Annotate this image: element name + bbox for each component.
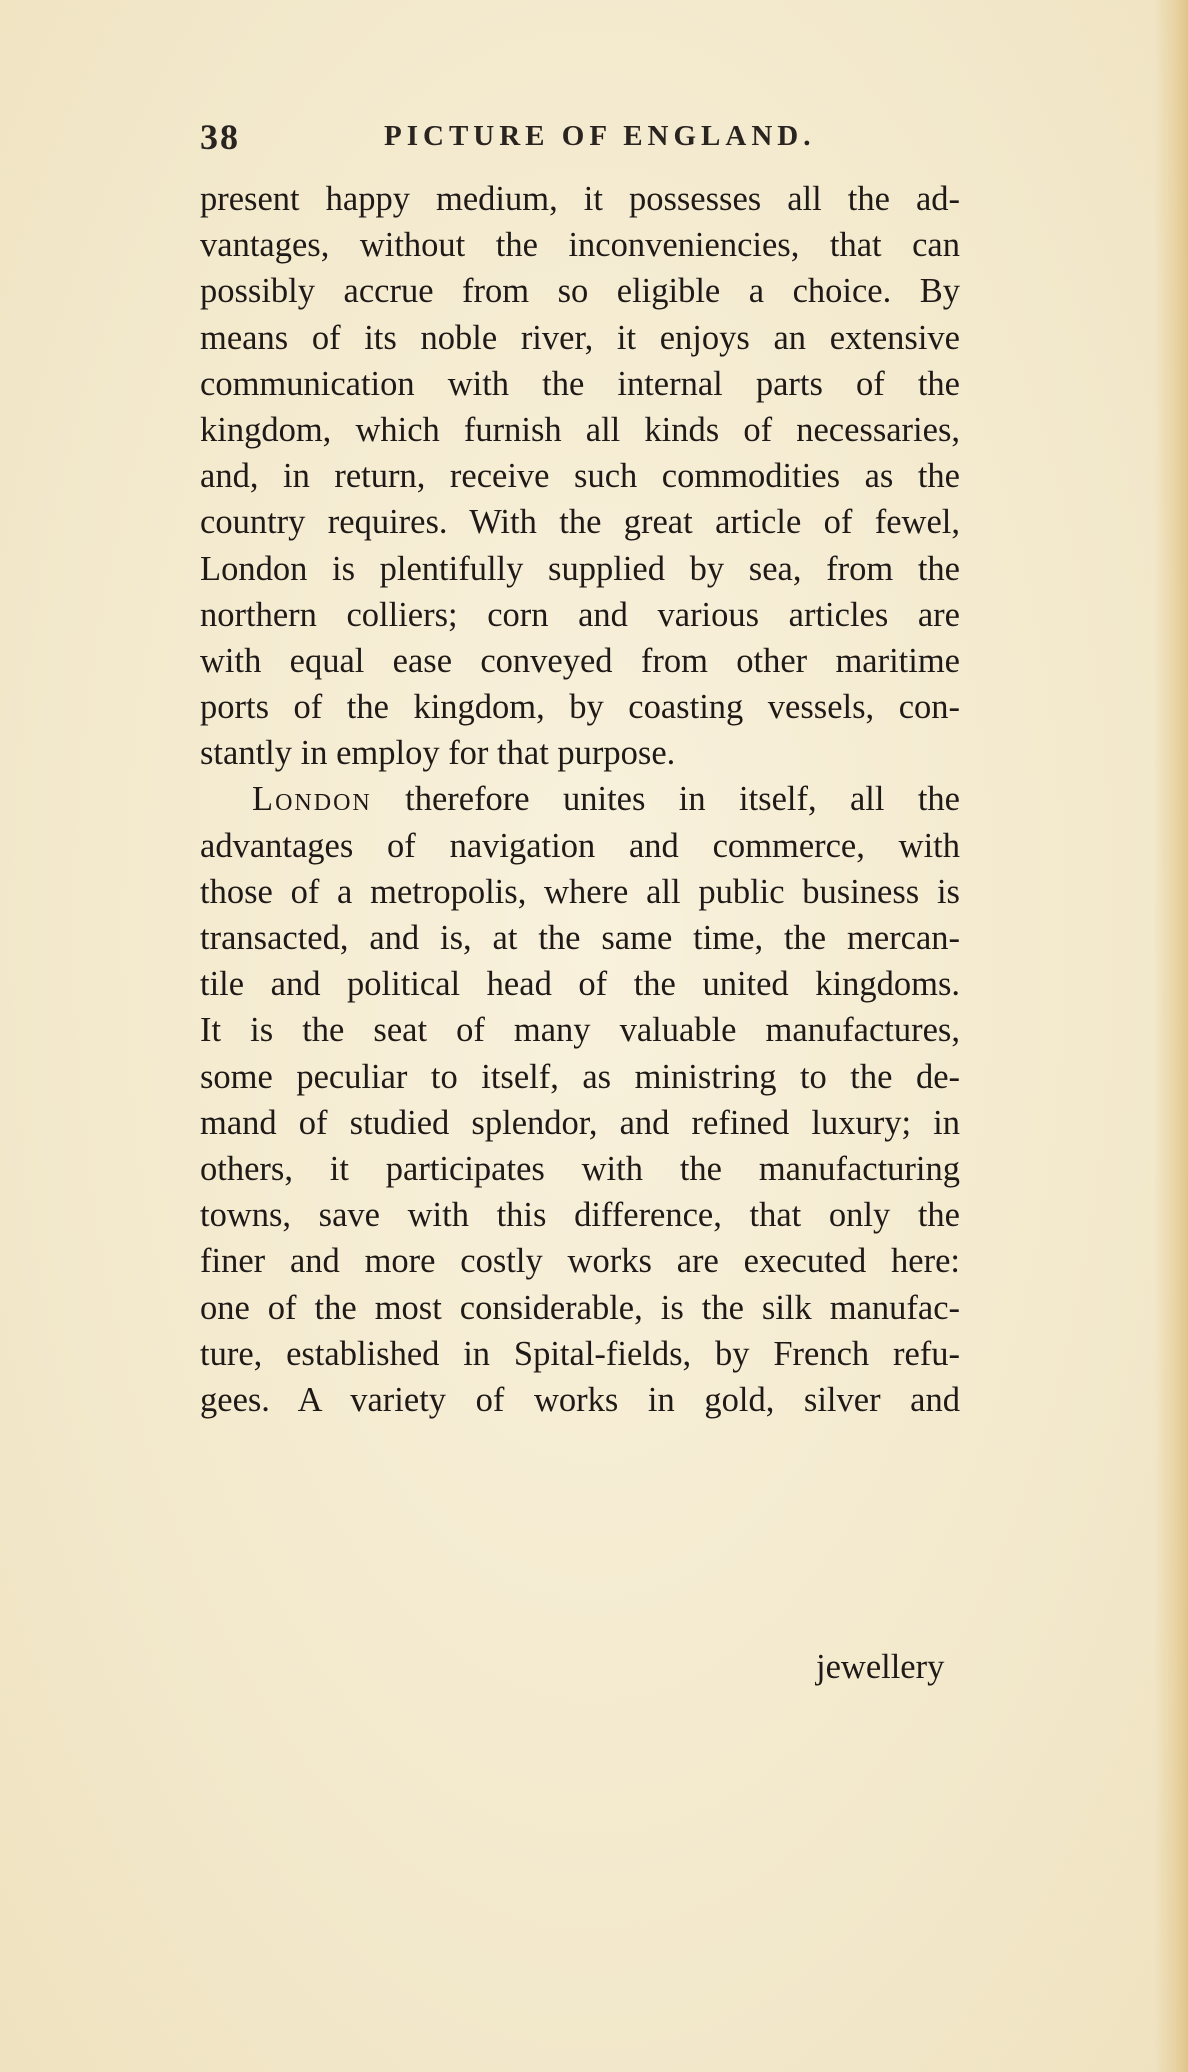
text-line: those of a metropolis, where all public business is (200, 872, 960, 911)
text-line: advantages of navigation and commerce, with (200, 826, 960, 865)
text-line: communication with the internal parts of the (200, 364, 960, 403)
text-line: and, in return, receive such commodities as the (200, 457, 960, 496)
opening-line-rest: therefore unites in itself, all the (371, 780, 960, 819)
paragraph-opening-line (200, 776, 960, 822)
text-line: one of the most considerable, is the silk manufac- (200, 1288, 960, 1327)
text-line: some peculiar to itself, as ministring to the de- (200, 1057, 960, 1096)
catchword: jewellery (816, 1648, 945, 1686)
body-text (200, 176, 960, 1423)
text-line: means of its noble river, it enjoys an extensive (200, 318, 960, 357)
text-line: northern colliers; corn and various articles are (200, 595, 960, 634)
page-number: 38 (200, 117, 240, 157)
text-line: stantly in employ for that purpose. (200, 734, 676, 773)
page-header (0, 116, 1188, 166)
text-line: mand of studied splendor, and refined luxury; in (200, 1103, 960, 1142)
text-line: kingdom, which furnish all kinds of necessaries, (200, 410, 960, 449)
text-line: It is the seat of many valuable manufactures, (200, 1011, 960, 1050)
text-line: transacted, and is, at the same time, the mercan- (200, 919, 960, 957)
page-edge-stain (1154, 0, 1188, 2072)
text-line: others, it participates with the manufacturing (200, 1149, 960, 1188)
text-line: ture, established in Spital-fields, by French refu- (200, 1334, 960, 1373)
text-line: ports of the kingdom, by coasting vessels, con- (200, 688, 960, 727)
text-line: finer and more costly works are executed here: (200, 1242, 960, 1281)
text-line: tile and political head of the united kingdoms. (200, 965, 960, 1004)
text-line: with equal ease conveyed from other maritime (200, 641, 960, 680)
text-line: possibly accrue from so eligible a choice. By (200, 272, 960, 311)
running-title: PICTURE OF ENGLAND. (384, 120, 816, 152)
lead-word: London (252, 780, 372, 819)
text-line: gees. A variety of works in gold, silver and (200, 1380, 960, 1419)
text-line: London is plentifully supplied by sea, from the (200, 549, 960, 588)
text-line: country requires. With the great article of fewel, (200, 503, 960, 542)
text-line: vantages, without the inconveniencies, that can (200, 226, 960, 265)
text-line: present happy medium, it possesses all the ad- (200, 180, 960, 218)
text-line: towns, save with this difference, that only the (200, 1196, 960, 1235)
